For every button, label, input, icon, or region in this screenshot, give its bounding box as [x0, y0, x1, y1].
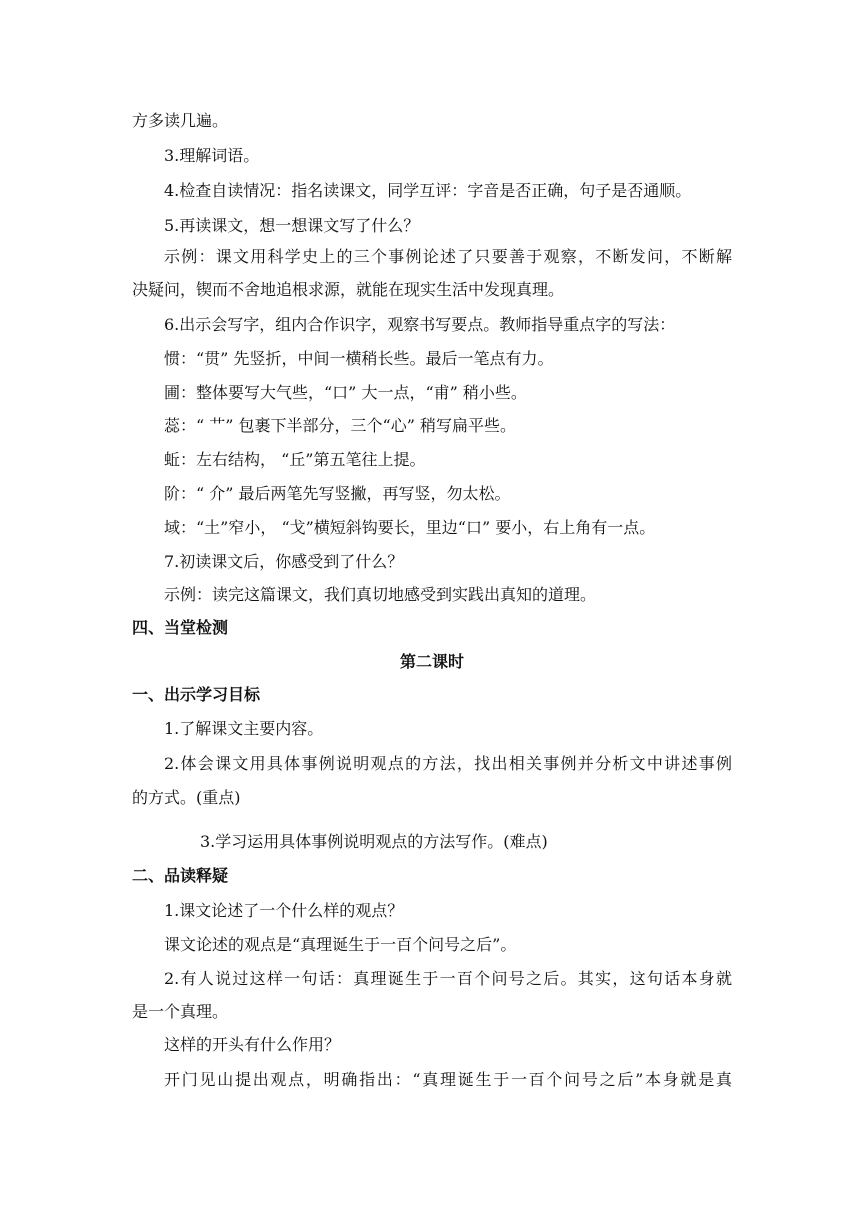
paragraph-line: 域：“土”窄小， “戈”横短斜钩要长，里边“口” 要小，右上角有一点。 — [164, 518, 656, 537]
paragraph-line: 3.理解词语。 — [164, 146, 260, 165]
paragraph-line: 是一个真理。 — [132, 1002, 229, 1021]
paragraph-line: 惯：“贯” 先竖折，中间一横稍长些。最后一笔点有力。 — [164, 349, 554, 368]
section-heading: 二、品读释疑 — [132, 866, 229, 885]
paragraph-line: 7.初读课文后，你感受到了什么？ — [164, 552, 404, 571]
paragraph-line: 示例：课文用科学史上的三个事例论述了只要善于观察，不断发问，不断解 — [164, 247, 732, 266]
section-heading: 一、出示学习目标 — [132, 685, 261, 704]
paragraph-line: 2.有人说过这样一句话：真理诞生于一百个问号之后。其实，这句话本身就 — [164, 969, 732, 988]
paragraph-line: 3.学习运用具体事例说明观点的方法写作。(难点) — [200, 832, 548, 851]
section-heading: 四、当堂检测 — [132, 618, 229, 637]
paragraph-line: 示例：读完这篇课文，我们真切地感受到实践出真知的道理。 — [164, 585, 597, 604]
paragraph-line: 1.课文论述了一个什么样的观点？ — [164, 901, 404, 920]
paragraph-line: 课文论述的观点是“真理诞生于一百个问号之后”。 — [164, 935, 517, 954]
paragraph-line: 阶：“ 介” 最后两笔先写竖撇，再写竖，勿太松。 — [164, 484, 511, 503]
paragraph-line: 圃：整体要写大气些，“口” 大一点，“甫” 稍小些。 — [164, 383, 527, 402]
paragraph-line: 决疑问，锲而不舍地追根求源，就能在现实生活中发现真理。 — [132, 280, 565, 299]
paragraph-line: 方多读几遍。 — [132, 111, 229, 130]
paragraph-line: 蕊：“ 艹” 包裹下半部分，三个“心” 稍写扁平些。 — [164, 416, 516, 435]
lesson-title: 第二课时 — [399, 652, 464, 671]
paragraph-line: 这样的开头有什么作用？ — [164, 1035, 341, 1054]
paragraph-line: 4.检查自读情况：指名读课文，同学互评：字音是否正确，句子是否通顺。 — [164, 181, 692, 200]
paragraph-line: 蚯：左右结构， “丘”第五笔往上提。 — [164, 450, 426, 469]
paragraph-line: 的方式。(重点) — [132, 788, 241, 807]
paragraph-line: 5.再读课文，想一想课文写了什么？ — [164, 216, 420, 235]
paragraph-line: 6.出示会写字，组内合作识字，观察书写要点。教师指导重点字的写法： — [164, 315, 676, 334]
paragraph-line: 2.体会课文用具体事例说明观点的方法，找出相关事例并分析文中讲述事例 — [164, 754, 732, 773]
paragraph-line: 开门见山提出观点，明确指出：“真理诞生于一百个问号之后”本身就是真 — [164, 1070, 732, 1089]
paragraph-line: 1.了解课文主要内容。 — [164, 719, 324, 738]
